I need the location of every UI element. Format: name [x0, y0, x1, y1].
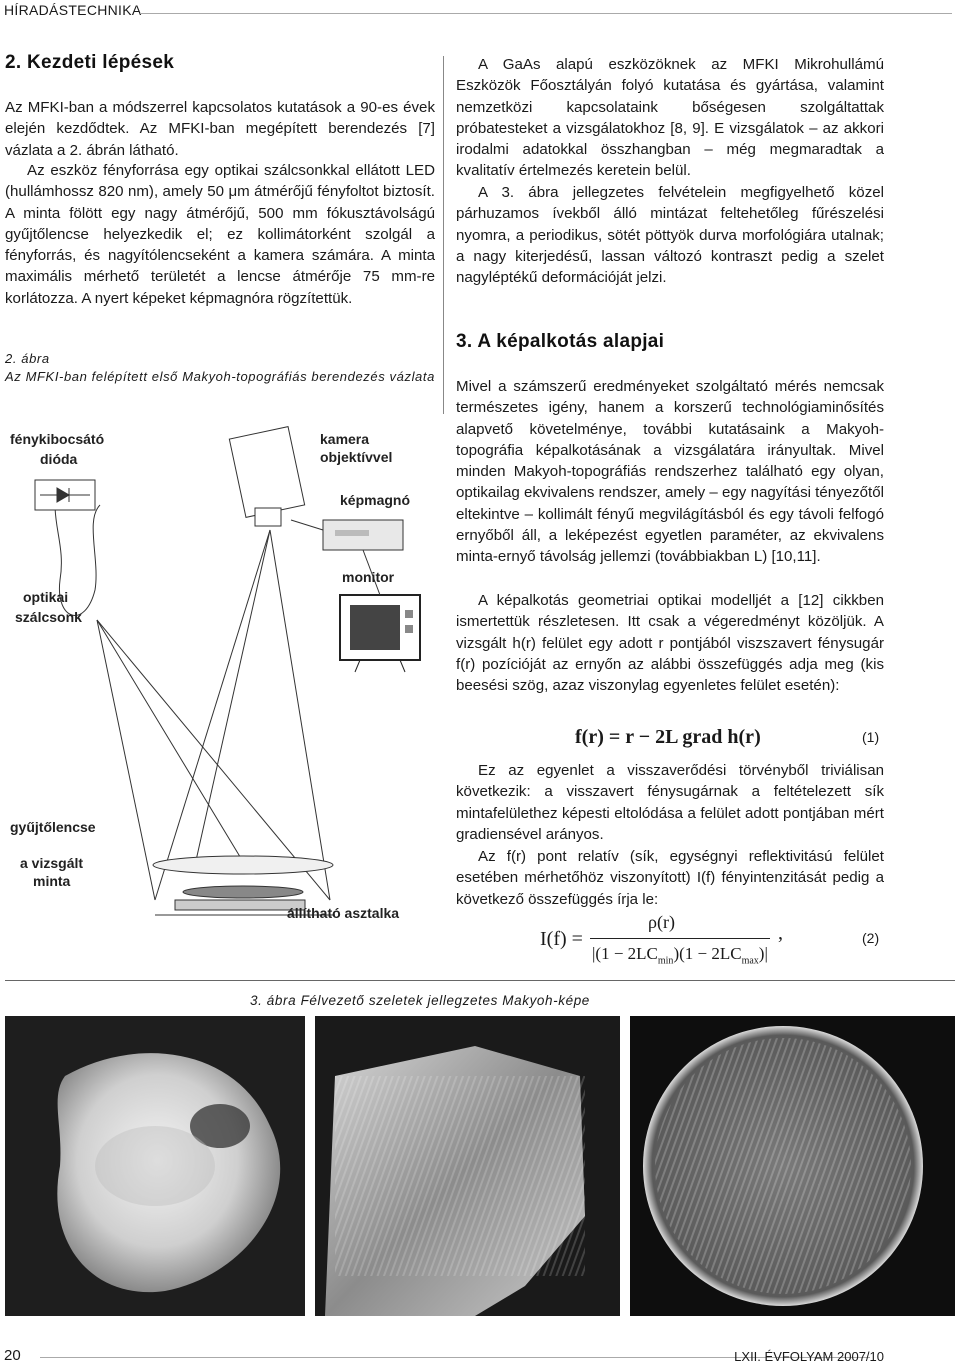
label-diode-2: dióda: [40, 451, 78, 467]
eq2-sub-max: max: [741, 955, 759, 967]
right-paragraph-1: A GaAs alapú eszközöknek az MFKI Mikrohullámú Eszközök Főosztályán folyó kutatása és gyártása, valamint nemzetközi kapcsolataink bőségesen szolgáltattak próbatesteket a vizsgálatokhoz [8, 9]. E vizsgálatok – az akkori irodalmi adatokkal összhangban – még megmaradtak a kvalitatív értelmezés keretein belül.: [456, 56, 884, 180]
label-fiber: optikai: [23, 589, 69, 605]
label-fiber-2: szálcsonk: [15, 609, 82, 625]
section2-paragraph-2: Az eszköz fényforrása egy optikai szálcsonkkal ellátott LED (hullámhossz 820 nm), amely 50 μm átmérőjű fényfoltot biztosít. A minta fölött egy nagy átmérőjű, 500 mm fókusztávolságú gyűjtőlencse helyezkedik el; ez kollimátorként szolgál a fényforrás, és nagyítólencseként a kamera számára. A minta maximális mérhető területét a lencse átmérője 75 mm-re korlátozza. A nyert képeket képmagnóra rögzítettük.: [5, 162, 435, 307]
figure3-caption: 3. ábra Félvezető szeletek jellegzetes Makyoh-képe: [250, 993, 590, 1008]
figure3-top-rule: [5, 980, 955, 981]
figure2-label: 2. ábra: [5, 351, 50, 366]
figure2-diagram: [5, 410, 435, 940]
label-lens: gyűjtőlencse: [10, 819, 96, 835]
equation-1: f(r) = r − 2L grad h(r): [575, 726, 761, 748]
ray-cam-2: [270, 530, 330, 900]
page-number: 20: [4, 1347, 21, 1364]
section3-paragraph-2: A képalkotás geometriai optikai modelljét a [12] cikkben ismertettük részletesen. Itt csak a végeredményt közöljük. A vizsgált h(r) felület egy adott r pontjából viszszavert fénysugár f(r) pozícióját az ernyőn az alábbi összefüggés adja meg (kis beesési szög, azaz viszonylag egyenletes felület esetén):: [456, 592, 884, 695]
equation-2-denominator: [592, 944, 768, 966]
ray-cam-1: [155, 530, 270, 900]
section3-paragraph-1: Mivel a számszerű eredményeket szolgáltató mérés nemcsak természetes igény, hanem a korszerű technológiaminősítés alapvető követelménye, további kutatásaink a Makyoh-topográfia képalkotásának a vizsgálatára irányultak. Mivel minden Makyoh-topográfiás rendszerhez található egy olyan, optikailag ekvivalens rendszer, amely – egy nagyítási tényezőtől eltekintve – kollimált fényű megvilágításból és egy távoli felfogó ernyőből áll, a leképezést egyetlen paraméter, az ekvivalens minta-ernyő távolság jellemzi (továbbiakban L) [10,11].: [456, 378, 884, 566]
lens-icon: [153, 856, 333, 874]
eq2-den-part1: |(1 − 2LC: [592, 944, 658, 963]
section2-paragraph-1: Az MFKI-ban a módszerrel kapcsolatos kutatások a 90-es évek elején kezdődtek. Az MFKI-ban megépített berendezés [7] vázlata a 2. ábrán látható.: [5, 99, 435, 159]
equation-2-number: (2): [862, 930, 880, 946]
label-camera-2: objektívvel: [320, 449, 393, 465]
label-diode: fénykibocsátó: [10, 431, 105, 447]
equation-2-comma: ,: [778, 922, 783, 944]
header-rule: [140, 13, 952, 14]
table-icon: [175, 900, 305, 910]
section3-paragraph-3: Ez az egyenlet a visszaverődési törvényből triviálisan következik: a visszavert fénysugárnak a feltételezett sík mintafelülethez képesti eltolódása a felület adott pontjában mért gradiensével arányos.: [456, 762, 884, 843]
eq2-sub-min: min: [657, 955, 674, 967]
section3-heading: 3. A képalkotás alapjai: [456, 331, 665, 352]
label-camera: kamera: [320, 431, 370, 447]
equation-2-lhs: I(f) =: [540, 928, 583, 950]
label-monitor: monitor: [342, 569, 395, 585]
label-table: állítható asztalka: [287, 905, 400, 921]
label-vcr: képmagnó: [340, 492, 411, 508]
running-header: HÍRADÁSTECHNIKA: [4, 2, 142, 18]
monitor-icon: [340, 595, 420, 672]
sample-icon: [183, 886, 303, 898]
section2-heading: 2. Kezdeti lépések: [5, 52, 175, 73]
vcr-icon: [323, 520, 403, 550]
label-sample: a vizsgált: [20, 855, 84, 871]
eq2-den-part2: )(1 − 2LC: [673, 944, 742, 963]
equation-2-numerator: ρ(r): [648, 912, 675, 932]
section3-paragraph-4: Az f(r) pont relatív (sík, egységnyi reflektivitású felület esetében mérhetőhöz viszonyított) I(f) fényintenzitását pedig a következő összefüggés írja le:: [456, 848, 884, 908]
ray-left-1: [97, 620, 155, 900]
label-sample-2: minta: [33, 873, 71, 889]
equation-2-fraction-bar: [590, 938, 770, 939]
right-paragraph-2: A 3. ábra jellegzetes felvételein megfigyelhető közel párhuzamos ívekből álló mintázat feltehetőleg fűrészelési nyomra, a periodikus, sötét pöttyök durva morfológiára utalnak; a nagy kiterjedésű, lassan változó kontraszt pedig a szelet nagyléptékű deformációját jelzi.: [456, 184, 884, 287]
journal-issue: LXII. ÉVFOLYAM 2007/10: [734, 1349, 884, 1364]
equation-1-number: (1): [862, 729, 880, 745]
figure3-images: [5, 1016, 955, 1316]
figure2-caption: Az MFKI-ban felépített első Makyoh-topográfiás berendezés vázlata: [5, 369, 435, 384]
column-divider: [443, 56, 444, 414]
camera-icon: [229, 427, 304, 526]
eq2-den-part3: )|: [758, 944, 768, 963]
